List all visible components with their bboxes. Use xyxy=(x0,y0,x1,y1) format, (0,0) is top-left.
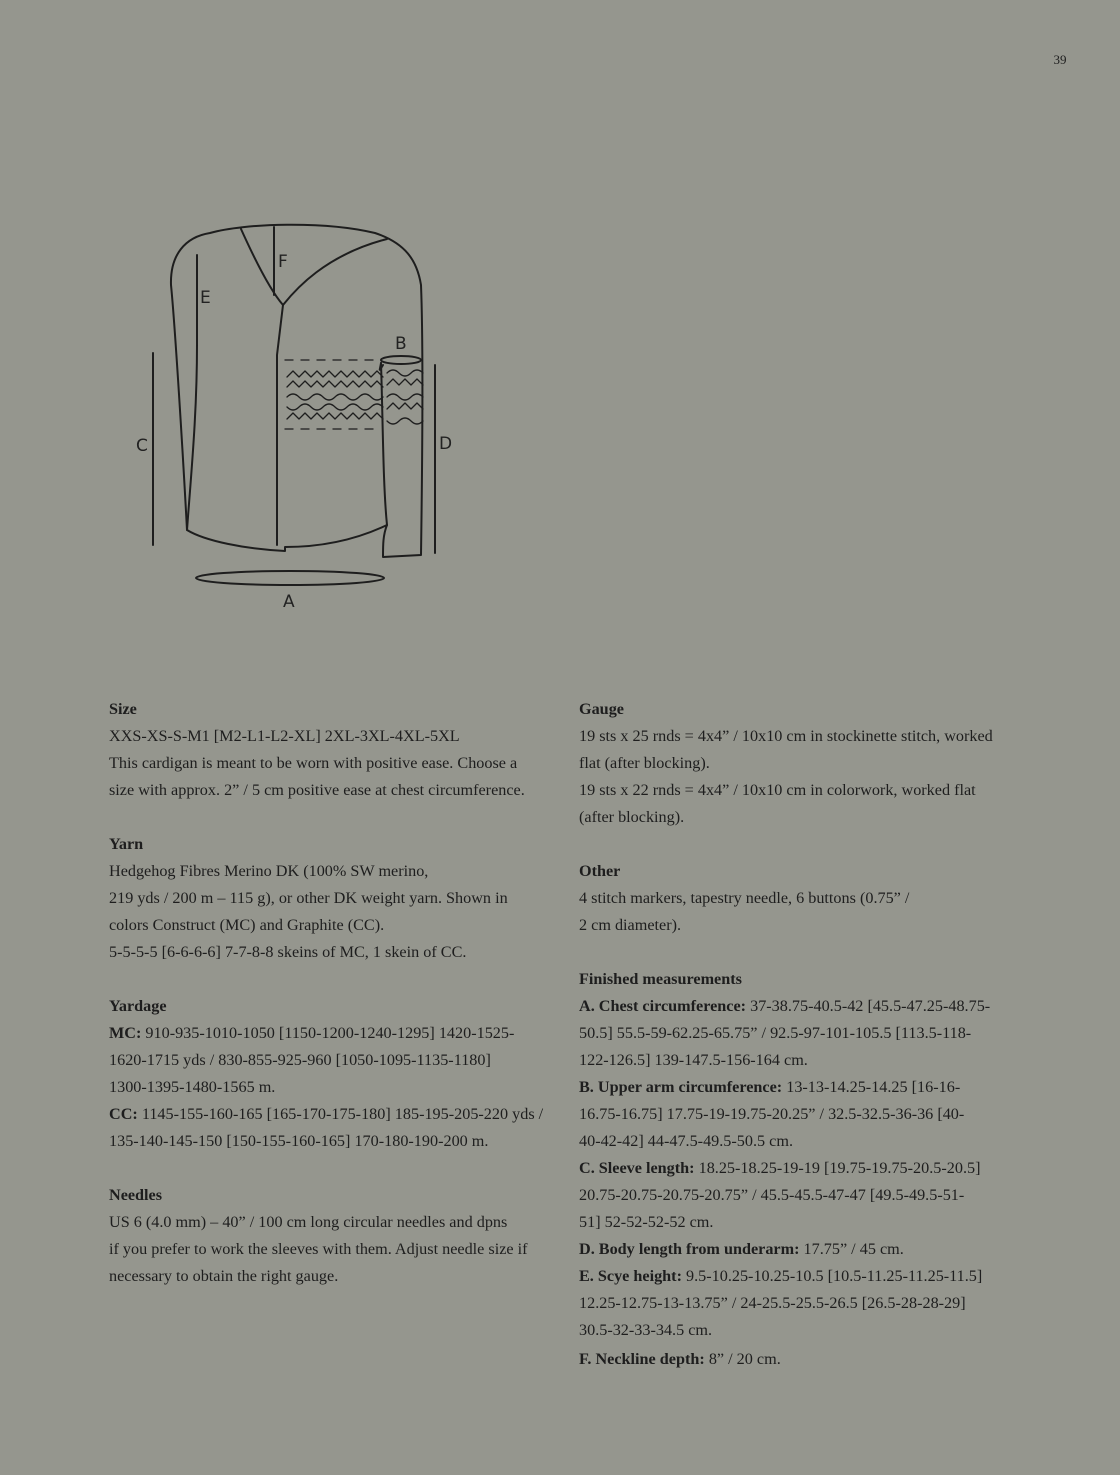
needles-heading: Needles xyxy=(109,1186,163,1204)
label-e: E xyxy=(200,288,211,308)
gauge-section xyxy=(579,696,1019,831)
right-column xyxy=(579,696,1019,1400)
needles-line: US 6 (4.0 mm) – 40” / 100 cm long circular needles and dpns xyxy=(109,1213,508,1231)
gauge-line: (after blocking). xyxy=(579,808,685,826)
yardage-section xyxy=(109,993,549,1155)
yarn-line: 5-5-5-5 [6-6-6-6] 7-7-8-8 skeins of MC, 1 skein of CC. xyxy=(109,943,467,961)
gauge-heading: Gauge xyxy=(579,700,624,718)
yardage-mc-line: 1620-1715 yds / 830-855-925-960 [1050-1095-1135-1180] xyxy=(109,1051,491,1069)
yarn-section xyxy=(109,831,549,966)
yarn-heading: Yarn xyxy=(109,835,144,853)
page-number: 39 xyxy=(1053,52,1067,67)
yardage-heading: Yardage xyxy=(109,997,167,1015)
measurement-c: C. Sleeve length: 18.25-18.25-19-19 [19.75-19.75-20.5-20.5] xyxy=(579,1159,981,1177)
yarn-line: Hedgehog Fibres Merino DK (100% SW merino, xyxy=(109,862,429,880)
cardigan-schematic xyxy=(125,215,465,615)
v-neck xyxy=(241,229,387,305)
right-sleeve xyxy=(381,363,387,525)
needles-section xyxy=(109,1182,549,1290)
measurement-d: D. Body length from underarm: 17.75” / 45 cm. xyxy=(579,1240,904,1258)
size-line: XXS-XS-S-M1 [M2-L1-L2-XL] 2XL-3XL-4XL-5XL xyxy=(109,727,460,745)
finished-heading: Finished measurements xyxy=(579,970,742,988)
yardage-mc-line: MC: 910-935-1010-1050 [1150-1200-1240-1295] 1420-1525- xyxy=(109,1024,515,1042)
label-c: C xyxy=(136,436,148,456)
size-section xyxy=(109,696,549,804)
size-heading: Size xyxy=(109,700,137,718)
measurement-e-cont: 12.25-12.75-13-13.75” / 24-25.5-25.5-26.5 [26.5-28-28-29] xyxy=(579,1294,966,1312)
left-column xyxy=(109,696,549,1317)
yarn-line: colors Construct (MC) and Graphite (CC). xyxy=(109,916,385,934)
mc-label: MC: xyxy=(109,1024,142,1042)
gauge-line: flat (after blocking). xyxy=(579,754,710,772)
other-heading: Other xyxy=(579,862,621,880)
left-sleeve xyxy=(187,345,197,530)
size-line: size with approx. 2” / 5 cm positive ease at chest circumference. xyxy=(109,781,525,799)
front-band xyxy=(277,305,283,545)
yardage-cc-line: CC: 1145-155-160-165 [165-170-175-180] 185-195-205-220 yds / xyxy=(109,1105,544,1123)
label-b: B xyxy=(395,334,407,354)
measurement-b-cont: 40-42-42] 44-47.5-49.5-50.5 cm. xyxy=(579,1132,793,1150)
yardage-mc-line: 1300-1395-1480-1565 m. xyxy=(109,1078,276,1096)
gauge-line: 19 sts x 25 rnds = 4x4” / 10x10 cm in stockinette stitch, worked xyxy=(579,727,993,745)
colorwork-pattern xyxy=(285,360,423,429)
measurement-f: F. Neckline depth: 8” / 20 cm. xyxy=(579,1350,781,1368)
other-section xyxy=(579,858,1019,939)
measurement-c-cont: 20.75-20.75-20.75-20.75” / 45.5-45.5-47-47 [49.5-49.5-51- xyxy=(579,1186,965,1204)
needles-line: if you prefer to work the sleeves with them. Adjust needle size if xyxy=(109,1240,528,1258)
measurement-a: A. Chest circumference: 37-38.75-40.5-42 [45.5-47.25-48.75- xyxy=(579,997,991,1015)
other-line: 2 cm diameter). xyxy=(579,916,682,934)
measurement-e: E. Scye height: 9.5-10.25-10.25-10.5 [10.5-11.25-11.25-11.5] xyxy=(579,1267,983,1285)
measurement-a-cont: 122-126.5] 139-147.5-156-164 cm. xyxy=(579,1051,808,1069)
yardage-cc-line: 135-140-145-150 [150-155-160-165] 170-180-190-200 m. xyxy=(109,1132,489,1150)
measurement-b-cont: 16.75-16.75] 17.75-19-19.75-20.25” / 32.5-32.5-36-36 [40- xyxy=(579,1105,965,1123)
gauge-line: 19 sts x 22 rnds = 4x4” / 10x10 cm in colorwork, worked flat xyxy=(579,781,976,799)
label-f: F xyxy=(278,252,288,272)
needles-line: necessary to obtain the right gauge. xyxy=(109,1267,339,1285)
measurement-b: B. Upper arm circumference: 13-13-14.25-14.25 [16-16- xyxy=(579,1078,961,1096)
yarn-line: 219 yds / 200 m – 115 g), or other DK weight yarn. Shown in xyxy=(109,889,508,907)
other-line: 4 stitch markers, tapestry needle, 6 buttons (0.75” / xyxy=(579,889,910,907)
finished-measurements-section xyxy=(579,966,1019,1373)
size-line: This cardigan is meant to be worn with positive ease. Choose a xyxy=(109,754,518,772)
cc-label: CC: xyxy=(109,1105,138,1123)
measurement-a-cont: 50.5] 55.5-59-62.25-65.75” / 92.5-97-101-105.5 [113.5-118- xyxy=(579,1024,972,1042)
label-a: A xyxy=(283,592,295,612)
measurement-e-cont: 30.5-32-33-34.5 cm. xyxy=(579,1321,713,1339)
measurement-c-cont: 51] 52-52-52-52 cm. xyxy=(579,1213,714,1231)
label-d: D xyxy=(439,434,453,454)
